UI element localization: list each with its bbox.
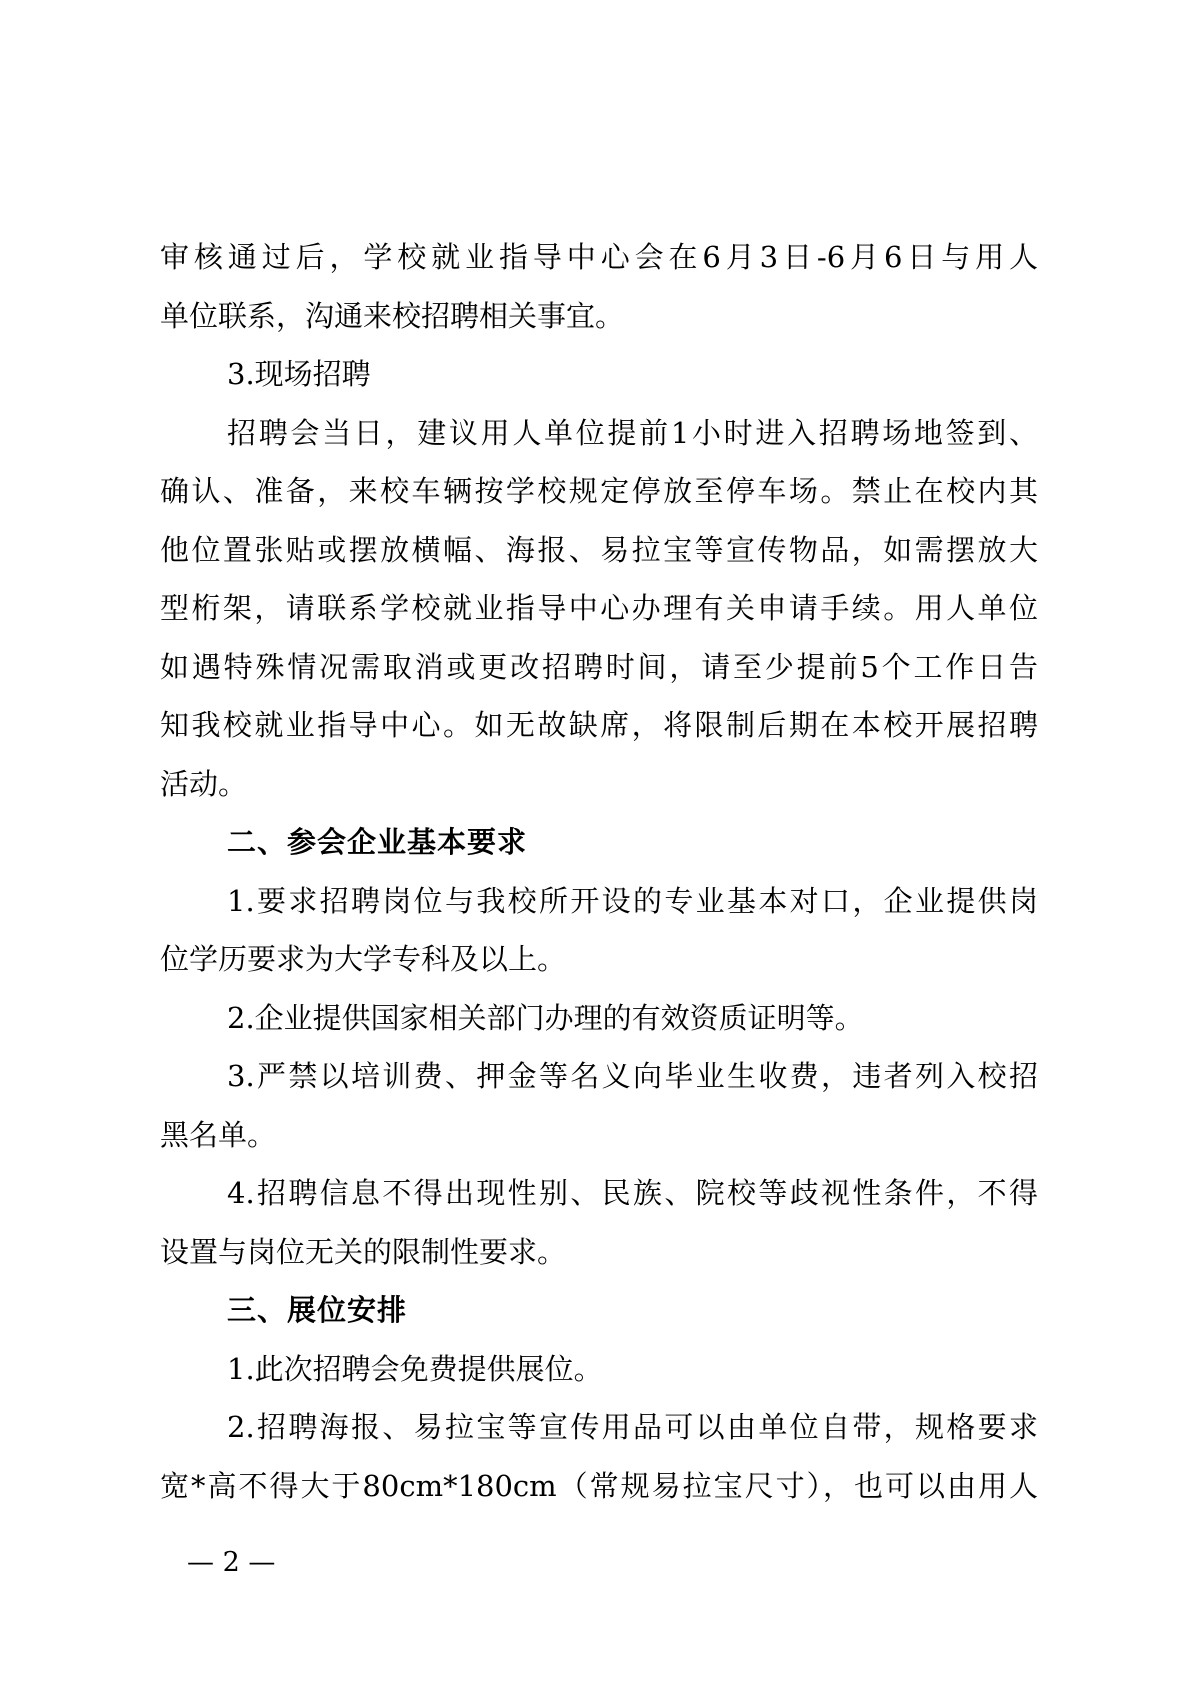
body-line: 型桁架，请联系学校就业指导中心办理有关申请手续。用人单位 [160,591,1038,625]
body-line: 如遇特殊情况需取消或更改招聘时间，请至少提前5个工作日告 [160,649,1038,684]
page-number: — 2 — [187,1547,276,1578]
subsection-title: 3.现场招聘 [227,357,371,391]
body-line: 知我校就业指导中心。如无故缺席，将限制后期在本校开展招聘 [160,708,1038,742]
body-line: 单位联系，沟通来校招聘相关事宜。 [160,298,625,333]
body-line: 他位置张贴或摆放横幅、海报、易拉宝等宣传物品，如需摆放大 [160,532,1038,567]
body-line: 1.要求招聘岗位与我校所开设的专业基本对口，企业提供岗 [227,883,1038,918]
body-line: 确认、准备，来校车辆按学校规定停放至停车场。禁止在校内其 [160,474,1038,508]
body-line: 宽*高不得大于80cm*180cm（常规易拉宝尺寸），也可以由用人 [160,1468,1038,1503]
body-line: 3.严禁以培训费、押金等名义向毕业生收费，违者列入校招 [227,1059,1038,1093]
body-line: 1.此次招聘会免费提供展位。 [227,1351,603,1386]
body-line: 2.招聘海报、易拉宝等宣传用品可以由单位自带，规格要求 [227,1410,1038,1444]
document-body [160,228,1038,1515]
body-line: 位学历要求为大学专科及以上。 [160,942,567,976]
body-line: 活动。 [160,766,248,801]
body-line: 审核通过后，学校就业指导中心会在6月3日-6月6日与用人 [160,240,1038,274]
section-heading: 二、参会企业基本要求 [227,825,528,859]
body-line: 招聘会当日，建议用人单位提前1小时进入招聘场地签到、 [227,415,1038,450]
body-line: 4.招聘信息不得出现性别、民族、院校等歧视性条件，不得 [227,1176,1038,1210]
section-heading: 三、展位安排 [227,1293,408,1327]
body-line: 2.企业提供国家相关部门办理的有效资质证明等。 [227,1000,864,1035]
body-line: 黑名单。 [160,1117,277,1152]
body-line: 设置与岗位无关的限制性要求。 [160,1234,567,1269]
